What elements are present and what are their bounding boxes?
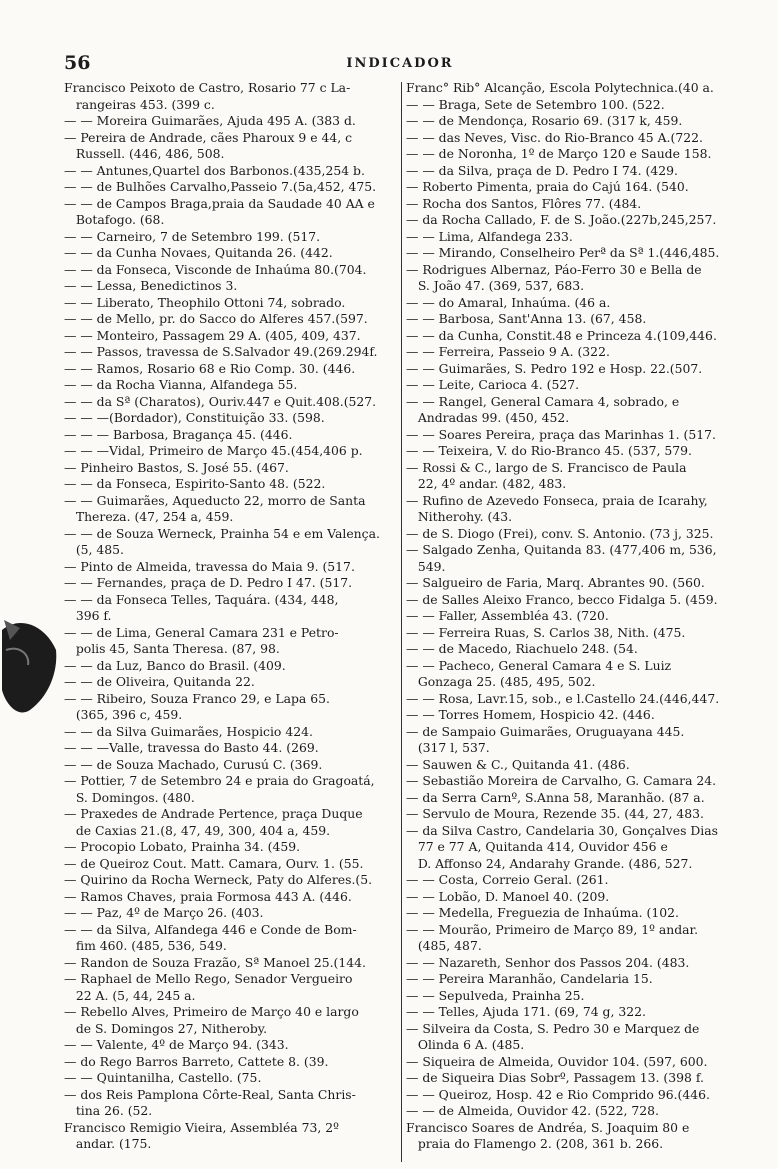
index-entry-line: — Pinheiro Bastos, S. José 55. (467. <box>64 459 289 475</box>
index-entry-line: — — Ferreira Ruas, S. Carlos 38, Nith. (475. <box>406 624 686 640</box>
index-entry-line: — do Rego Barros Barreto, Cattete 8. (39. <box>64 1053 329 1069</box>
index-entry-line: — — —(Bordador), Constituição 33. (598. <box>64 410 325 425</box>
index-entry-line: — — Teixeira, V. do Rio-Branco 45. (537, 579. <box>406 443 692 458</box>
index-entry-line: Botafogo. (68. <box>64 212 165 227</box>
index-entry-line: — Rodrigues Albernaz, Páo-Ferro 30 e Bella de <box>406 261 702 277</box>
index-entry-line: — — — Barbosa, Bragança 45. (446. <box>64 426 293 442</box>
index-entry-line: — — de Lima, General Camara 231 e Petro- <box>64 624 339 640</box>
index-entry-line: — Sebastião Moreira de Carvalho, G. Camara 24. <box>406 773 717 788</box>
index-entry-line: — — —Valle, travessa do Basto 44. (269. <box>64 740 319 755</box>
index-entry-line: — — Braga, Sete de Setembro 100. (522. <box>406 96 665 112</box>
running-title: INDICADOR <box>346 56 454 71</box>
index-entry-line: — — Torres Homem, Hospicio 42. (446. <box>406 707 655 722</box>
index-entry-line: — — Costa, Correio Geral. (261. <box>406 872 609 887</box>
index-entry-line: Russell. (446, 486, 508. <box>64 146 225 161</box>
index-entry-line: — — —Vidal, Primeiro de Março 45.(454,406 p. <box>64 443 363 458</box>
index-entry-line: — Roberto Pimenta, praia do Cajú 164. (540. <box>406 179 689 194</box>
index-entry-line: — de Siqueira Dias Sobrº, Passagem 13. (398 f. <box>406 1070 704 1085</box>
index-entry-line: 396 f. <box>64 608 112 623</box>
index-entry-line: — de Sampaio Guimarães, Oruguayana 445. <box>406 723 685 739</box>
index-entry-line: — — Liberato, Theophilo Ottoni 74, sobrado. <box>64 294 346 310</box>
index-entry-line: — — da Silva Guimarães, Hospicio 424. <box>64 723 313 739</box>
index-entry-line: Francisco Soares de Andréa, S. Joaquim 80 e <box>406 1119 690 1135</box>
index-entry-line: — — de Mello, pr. do Sacco do Alferes 457.(597. <box>64 311 368 326</box>
index-entry-line: — Salgado Zenha, Quitanda 83. (477,406 m, 536, <box>406 542 717 557</box>
index-entry-line: — — Lessa, Benedictinos 3. <box>64 278 238 293</box>
index-entry-line: Francisco Peixoto de Castro, Rosario 77 c La- <box>64 80 351 95</box>
column-divider <box>401 82 402 1162</box>
index-entry-line: — — Medella, Freguezia de Inhaúma. (102. <box>406 905 679 920</box>
index-entry-line: Gonzaga 25. (485, 495, 502. <box>406 674 596 689</box>
index-entry-line: — — da Rocha Vianna, Alfandega 55. <box>64 377 298 392</box>
index-entry-line: — Rufino de Azevedo Fonseca, praia de Icarahy, <box>406 492 708 508</box>
index-entry-line: — — Faller, Assembléa 43. (720. <box>406 608 609 623</box>
index-entry-line: — — da Cunha, Constit.48 e Princeza 4.(109,446. <box>406 327 717 343</box>
index-entry-line: — — de Bulhões Carvalho,Passeio 7.(5a,452, 475. <box>64 179 377 194</box>
index-entry-line: — — Sepulveda, Prainha 25. <box>406 987 585 1003</box>
index-entry-line: 22 A. (5, 44, 245 a. <box>64 987 196 1003</box>
index-entry-line: — Pinto de Almeida, travessa do Maia 9. (517. <box>64 558 355 574</box>
index-entry-line: — Pereira de Andrade, cães Pharoux 9 e 44, c <box>64 129 353 145</box>
index-entry-line: fim 460. (485, 536, 549. <box>64 938 227 953</box>
index-entry-line: — — Guimarães, S. Pedro 192 e Hosp. 22.(507. <box>406 360 703 376</box>
index-entry-line: — da Serra Carnº, S.Anna 58, Maranhão. (87 a. <box>406 789 705 805</box>
index-entry-line: — da Silva Castro, Candelaria 30, Gonçalves Dias <box>406 822 719 838</box>
index-entry-line: — Servulo de Moura, Rezende 35. (44, 27, 483. <box>406 806 704 821</box>
index-entry-line: de S. Domingos 27, Nitheroby. <box>64 1020 268 1036</box>
index-entry-line: — — Antunes,Quartel dos Barbonos.(435,254 b. <box>64 162 365 178</box>
index-entry-line: — — Soares Pereira, praça das Marinhas 1. (517. <box>406 426 716 442</box>
index-entry-line: — — de Mendonça, Rosario 69. (317 k, 459. <box>406 113 683 128</box>
index-entry-line: — dos Reis Pamplona Côrte-Real, Santa Chris- <box>64 1086 356 1102</box>
index-entry-line: Franc° Rib° Alcanção, Escola Polytechnica.(40 a. <box>406 80 714 95</box>
index-entry-line: — de Salles Aleixo Franco, becco Fidalga 5. (459. <box>406 591 718 607</box>
index-entry-line: — — de Oliveira, Quitanda 22. <box>64 674 255 689</box>
index-entry-line: — — de Souza Werneck, Prainha 54 e em Valença. <box>64 525 380 541</box>
page-number: 56 <box>64 52 91 74</box>
index-entry-line: — — Nazareth, Senhor dos Passos 204. (483. <box>406 954 690 970</box>
index-entry-line: — — da Sª (Charatos), Ouriv.447 e Quit.408.(527. <box>64 393 377 409</box>
index-entry-line: — Rocha dos Santos, Flôres 77. (484. <box>406 195 642 211</box>
index-entry-line: — — da Cunha Novaes, Quitanda 26. (442. <box>64 245 333 260</box>
index-entry-line: — — da Fonseca, Visconde de Inhaúma 80.(704. <box>64 261 367 277</box>
index-entry-line: — — Pereira Maranhão, Candelaria 15. <box>406 971 653 986</box>
index-entry-line: — — Telles, Ajuda 171. (69, 74 g, 322. <box>406 1004 646 1019</box>
index-entry-line: — de S. Diogo (Frei), conv. S. Antonio. (73 j, 325. <box>406 525 714 541</box>
index-entry-line: — — de Campos Braga,praia da Saudade 40 AA e <box>64 195 375 211</box>
index-entry-line: — — do Amaral, Inhaúma. (46 a. <box>406 294 611 310</box>
index-entry-line: — — de Macedo, Riachuelo 248. (54. <box>406 641 638 656</box>
index-entry-line: 22, 4º andar. (482, 483. <box>406 476 567 491</box>
index-entry-line: — — Barbosa, Sant'Anna 13. (67, 458. <box>406 311 647 326</box>
index-entry-line: — — Moreira Guimarães, Ajuda 495 A. (383 d. <box>64 113 356 128</box>
index-entry-line: — Raphael de Mello Rego, Senador Vergueiro <box>64 971 353 986</box>
index-entry-line: — — Lobão, D. Manoel 40. (209. <box>406 888 610 904</box>
index-entry-line: — — Pacheco, General Camara 4 e S. Luiz <box>406 657 672 673</box>
index-entry-line: — — Quintanilha, Castello. (75. <box>64 1070 262 1085</box>
margin-stain-image <box>0 610 58 720</box>
index-entry-line: — da Rocha Callado, F. de S. João.(227b,245,257. <box>406 212 717 227</box>
index-entry-line: — — Carneiro, 7 de Setembro 199. (517. <box>64 228 321 244</box>
index-entry-line: — — Ribeiro, Souza Franco 29, e Lapa 65. <box>64 690 330 706</box>
index-entry-line: — — da Luz, Banco do Brasil. (409. <box>64 657 286 673</box>
index-entry-line: — — da Fonseca, Espirito-Santo 48. (522. <box>64 476 326 491</box>
index-entry-line: — — da Silva, praça de D. Pedro I 74. (429. <box>406 162 678 178</box>
index-entry-line: rangeiras 453. (399 c. <box>64 96 215 112</box>
index-entry-line: — — Monteiro, Passagem 29 A. (405, 409, 437. <box>64 327 361 343</box>
left-column <box>64 80 384 1153</box>
index-entry-line: polis 45, Santa Theresa. (87, 98. <box>64 641 280 656</box>
index-entry-line: — — Ramos, Rosario 68 e Rio Comp. 30. (446. <box>64 360 356 376</box>
index-entry-line: 77 e 77 A, Quitanda 414, Ouvidor 456 e <box>406 839 668 854</box>
index-entry-line: 549. <box>406 558 446 574</box>
index-entry-line: andar. (175. <box>64 1136 152 1151</box>
index-entry-line: — — de Almeida, Ouvidor 42. (522, 728. <box>406 1103 659 1118</box>
index-entry-line: — — da Silva, Alfandega 446 e Conde de Bom- <box>64 921 357 937</box>
index-entry-line: — — Rosa, Lavr.15, sob., e l.Castello 24.(446,447. <box>406 690 720 706</box>
index-entry-line: — — Passos, travessa de S.Salvador 49.(269.294f. <box>64 344 378 359</box>
index-entry-line: — — de Souza Machado, Curusú C. (369. <box>64 756 323 772</box>
index-entry-line: Nitherohy. (43. <box>406 509 513 524</box>
index-entry-line: (365, 396 c, 459. <box>64 707 183 722</box>
index-entry-line: S. Domingos. (480. <box>64 789 195 805</box>
index-entry-line: — — Mirando, Conselheiro Perª da Sª 1.(446,485. <box>406 245 720 260</box>
index-entry-line: — — Mourão, Primeiro de Março 89, 1º andar. <box>406 921 699 937</box>
index-entry-line: — Sauwen & C., Quitanda 41. (486. <box>406 756 630 772</box>
index-entry-line: — — Lima, Alfandega 233. <box>406 228 573 244</box>
index-entry-line: — — Leite, Carioca 4. (527. <box>406 377 580 392</box>
index-entry-line: — Procopio Lobato, Prainha 34. (459. <box>64 839 301 854</box>
index-entry-line: Francisco Remigio Vieira, Assembléa 73, 2º <box>64 1119 339 1135</box>
index-entry-line: — Ramos Chaves, praia Formosa 443 A. (446. <box>64 888 352 904</box>
index-entry-line: — — Valente, 4º de Março 94. (343. <box>64 1037 289 1052</box>
index-entry-line: S. João 47. (369, 537, 683. <box>406 278 585 293</box>
index-entry-line: — de Queiroz Cout. Matt. Camara, Ourv. 1. (55. <box>64 855 364 871</box>
index-entry-line: — — Paz, 4º de Março 26. (403. <box>64 905 264 920</box>
index-entry-line: — Salgueiro de Faria, Marq. Abrantes 90. (560. <box>406 575 705 590</box>
index-entry-line: — Praxedes de Andrade Pertence, praça Duque <box>64 806 363 821</box>
index-entry-line: — — das Neves, Visc. do Rio-Branco 45 A.(722. <box>406 129 703 145</box>
index-entry-line: Olinda 6 A. (485. <box>406 1037 525 1052</box>
index-entry-line: — Rossi & C., largo de S. Francisco de Paula <box>406 459 687 475</box>
index-entry-line: — — Guimarães, Aqueducto 22, morro de Santa <box>64 492 366 508</box>
index-entry-line: — Pottier, 7 de Setembro 24 e praia do Gragoatá, <box>64 773 375 788</box>
index-entry-line: — — Ferreira, Passeio 9 A. (322. <box>406 344 610 359</box>
index-entry-line: (5, 485. <box>64 542 124 557</box>
index-entry-line: (317 l, 537. <box>406 740 490 755</box>
index-entry-line: — Silveira da Costa, S. Pedro 30 e Marquez de <box>406 1020 700 1036</box>
right-column <box>406 80 766 1153</box>
index-entry-line: — Randon de Souza Frazão, Sª Manoel 25.(144. <box>64 954 366 970</box>
index-entry-line: tina 26. (52. <box>64 1103 153 1118</box>
index-entry-line: — — da Fonseca Telles, Taquára. (434, 448, <box>64 591 339 607</box>
index-entry-line: (485, 487. <box>406 938 482 953</box>
index-entry-line: praia do Flamengo 2. (208, 361 b. 266. <box>406 1136 664 1151</box>
index-entry-line: — — Queiroz, Hosp. 42 e Rio Comprido 96.(446. <box>406 1086 710 1102</box>
index-entry-line: — Siqueira de Almeida, Ouvidor 104. (597, 600. <box>406 1053 708 1069</box>
index-entry-line: — — de Noronha, 1º de Março 120 e Saude 158. <box>406 146 712 161</box>
index-entry-line: — — Fernandes, praça de D. Pedro I 47. (517. <box>64 575 353 590</box>
index-entry-line: Andradas 99. (450, 452. <box>406 410 570 425</box>
index-entry-line: Thereza. (47, 254 a, 459. <box>64 509 234 524</box>
index-entry-line: — Quirino da Rocha Werneck, Paty do Alferes.(5. <box>64 872 373 887</box>
index-entry-line: — Rebello Alves, Primeiro de Março 40 e largo <box>64 1004 359 1019</box>
index-entry-line: D. Affonso 24, Andarahy Grande. (486, 527. <box>406 855 693 871</box>
index-entry-line: — — Rangel, General Camara 4, sobrado, e <box>406 393 680 409</box>
index-entry-line: de Caxias 21.(8, 47, 49, 300, 404 a, 459. <box>64 822 331 838</box>
